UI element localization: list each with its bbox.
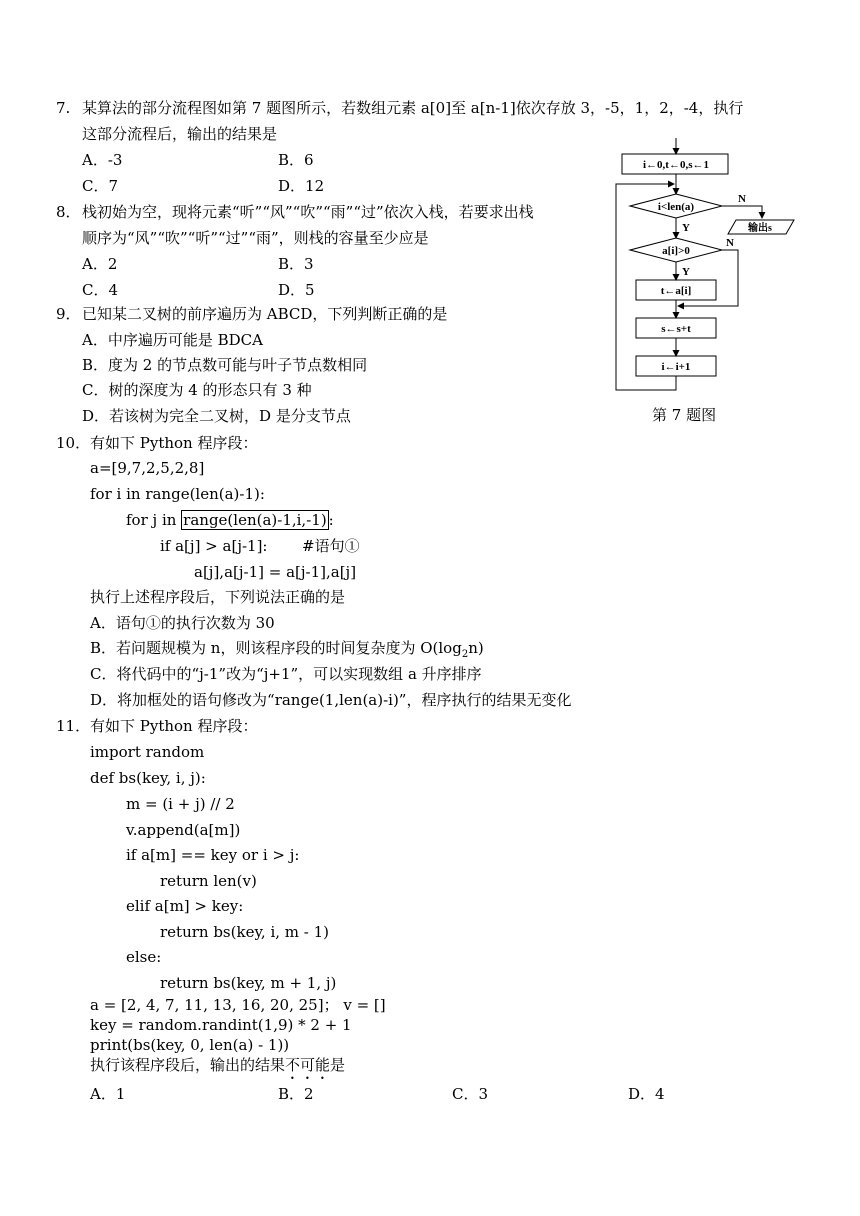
q11-after-text: 执行该程序段后，输出的结果不可能是 — [90, 1056, 346, 1074]
q7-option-c: C．7 — [82, 177, 119, 195]
q11-code-line: if a[m] == key or i > j: — [126, 846, 300, 864]
q9-number: 9． — [56, 305, 81, 323]
q10-option-c: C．将代码中的“j-1”改为“j+1”，可以实现数组 a 升序排序 — [90, 665, 482, 683]
q11-option-a: A．1 — [90, 1085, 126, 1103]
q11-code-line: return len(v) — [160, 872, 257, 890]
q10-code-line5: a[j],a[j-1] = a[j-1],a[j] — [194, 563, 357, 581]
q7-number: 7. — [56, 99, 71, 117]
q11-emphasis: 不可能 — [285, 1056, 331, 1074]
q11-code-line: else: — [126, 948, 162, 966]
q7-option-a: A．-3 — [82, 151, 123, 169]
q10-option-d: D．将加框处的语句修改为“range(1,len(a)-i)”，程序执行的结果无变化 — [90, 691, 572, 709]
flowchart-caption: 第 7 题图 — [652, 406, 717, 424]
q11-code-line: return bs(key, i, m - 1) — [160, 923, 330, 941]
q10-code-line4: if a[j] > a[j-1]: — [160, 537, 268, 555]
q10-stem: 有如下 Python 程序段： — [90, 434, 258, 452]
q10-code-line3: for j in range(len(a)-1,i,-1) : — [126, 511, 334, 529]
q9-stem: 已知某二叉树的前序遍历为 ABCD，下列判断正确的是 — [82, 305, 448, 323]
q7-stem-line1: 某算法的部分流程图如第 7 题图所示，若数组元素 a[0]至 a[n-1]依次存放 3，-5，1，2，-4，执行 — [82, 99, 744, 117]
cond2-text: a[i]>0 — [662, 245, 690, 257]
cond2-yes-label: Y — [682, 266, 690, 278]
q9-option-d: D．若该树为完全二叉树，D 是分支节点 — [82, 407, 351, 425]
q11-code-line: key = random.randint(1,9) * 2 + 1 — [90, 1016, 352, 1034]
q10-after-text: 执行上述程序段后，下列说法正确的是 — [90, 588, 346, 606]
q8-option-b: B．3 — [278, 255, 314, 273]
q8-option-a: A．2 — [82, 255, 118, 273]
q7-stem-line2: 这部分流程后，输出的结果是 — [82, 125, 278, 143]
cond1-no-label: N — [738, 193, 746, 205]
q10-boxed-range: range(len(a)-1,i,-1) — [183, 511, 327, 529]
q11-option-d: D．4 — [628, 1085, 665, 1103]
arrow-cond2-no — [678, 250, 738, 306]
step1-text: t←a[i] — [660, 285, 692, 297]
q11-number: 11． — [56, 717, 91, 735]
q11-code-line: m = (i + j) // 2 — [126, 795, 235, 813]
q8-number: 8． — [56, 203, 81, 221]
cond1-yes-label: Y — [682, 222, 690, 234]
q8-option-d: D．5 — [278, 281, 315, 299]
init-text: i←0,t←0,s←1 — [643, 159, 709, 171]
q11-stem: 有如下 Python 程序段： — [90, 717, 258, 735]
output-text: 输出s — [748, 223, 772, 234]
q10-number: 10． — [56, 434, 91, 452]
q9-option-a: A．中序遍历可能是 BDCA — [82, 331, 263, 349]
arrow-cond1-no — [722, 206, 762, 218]
step3-text: i←i+1 — [661, 361, 691, 373]
q7-flowchart — [600, 130, 810, 430]
q11-code-line: def bs(key, i, j): — [90, 769, 206, 787]
q11-code-line: a = [2, 4, 7, 11, 13, 16, 20, 25]； v = [] — [90, 996, 386, 1014]
q8-stem-line1: 栈初始为空，现将元素“听”“风”“吹”“雨”“过”依次入栈，若要求出栈 — [82, 203, 534, 221]
q10-option-a: A．语句①的执行次数为 30 — [90, 614, 275, 632]
q11-code-line: return bs(key, m + 1, j) — [160, 974, 337, 992]
q11-code-line: import random — [90, 743, 205, 761]
q9-option-c: C．树的深度为 4 的形态只有 3 种 — [82, 381, 312, 399]
q11-code-line: print(bs(key, 0, len(a) - 1)) — [90, 1036, 290, 1054]
q7-option-d: D．12 — [278, 177, 325, 195]
q10-code-line2: for i in range(len(a)-1): — [90, 485, 265, 503]
cond2-no-label: N — [726, 237, 734, 249]
step2-text: s←s+t — [661, 323, 691, 335]
q8-stem-line2: 顺序为“风”“吹”“听”“过”“雨”，则栈的容量至少应是 — [82, 229, 429, 247]
q10-code-comment: #语句① — [302, 537, 360, 555]
q11-option-c: C．3 — [452, 1085, 489, 1103]
q7-option-b: B．6 — [278, 151, 314, 169]
q9-option-b: B．度为 2 的节点数可能与叶子节点数相同 — [82, 356, 368, 374]
q8-option-c: C．4 — [82, 281, 119, 299]
q11-code-line: elif a[m] > key: — [126, 897, 244, 915]
q11-code-line: v.append(a[m]) — [126, 821, 241, 839]
q10-code-line1: a=[9,7,2,5,2,8] — [90, 459, 205, 477]
q11-option-b: B．2 — [278, 1085, 314, 1103]
cond1-text: i<len(a) — [657, 201, 695, 213]
q10-option-b: B．若问题规模为 n，则该程序段的时间复杂度为 $O(\log_2n)$ — [90, 639, 484, 660]
